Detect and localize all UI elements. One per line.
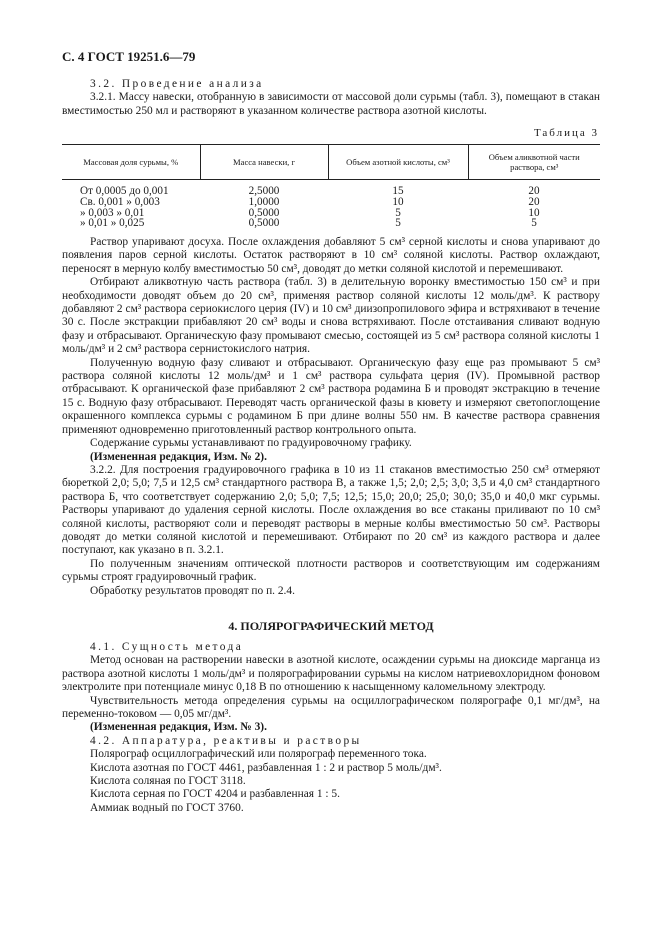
page-header: С. 4 ГОСТ 19251.6—79 bbox=[62, 49, 196, 64]
paragraph-3-2-2: 3.2.2. Для построения градуировочного графика в 10 из 11 стаканов вместимостью 250 см³ отмеряют бюреткой 2,0; 5,0; 7,5 и 12,5 см³ стандартного раствора В, а также 1,5; 2,0; 2,5; 3,0; 3,5 и 4,0 см³ стандартного раствора Б, что соответствует содержанию 2,0; 5,0; 7,5; 12,5; 15,0; 20,0; 25,0; 30,0; 35,0 и 40,0 мкг сурьмы. Растворы упаривают до удаления серной кислоты. После охлаждения во все стаканы приливают по 10 см³ соляной кислоты, растворяют соли и переводят растворы в мерные колбы вместимостью 50 см³. Растворы доводят до метки соляной кислотой и перемешивают. Отбирают по 20 см³ из каждого раствора и далее поступают, как указано в п. 3.2.1. bbox=[62, 463, 600, 557]
table-cell: 2,5000 bbox=[248, 185, 280, 197]
table-cell: 0,5000 bbox=[248, 217, 280, 230]
table-row bbox=[62, 197, 600, 208]
table-cell: » 0,003 » 0,01 bbox=[80, 206, 145, 219]
table-cell: 5 bbox=[395, 206, 401, 219]
paragraph-evaporation: Раствор упаривают досуха. После охлаждения добавляют 5 см³ серной кислоты и снова упаривают до появления паров серной кислоты. Остаток растворяют в 10 см³ соляной кислоты. Раствор охлаждают, переносят в мерную колбу вместимостью 50 см³, доводят до метки соляной кислотой и перемешивают. bbox=[62, 236, 600, 275]
amendment-note: (Измененная редакция, Изм. № 2). bbox=[90, 450, 267, 463]
table-cell: 15 bbox=[392, 185, 404, 197]
table-caption: Таблица 3 bbox=[533, 127, 599, 139]
paragraph-graph: По полученным значениям оптической плотности растворов и соответствующим им содержаниям сурьмы строят градуировочный график. bbox=[62, 557, 600, 584]
table-header-cell: Масса навески, г bbox=[200, 145, 328, 180]
paragraph-3-2-1: 3.2.1. Массу навески, отобранную в зависимости от массовой доли сурьмы (табл. 3), помещают в стакан вместимостью 250 мл и растворяют в указанном количестве раствора азотной кислоты. bbox=[62, 91, 600, 117]
section-4-1-title: 4.1. Сущность метода bbox=[90, 641, 244, 653]
paragraph-calibration-note: Содержание сурьмы устанавливают по градуировочному графику. bbox=[90, 437, 412, 450]
section-4-2-title: 4.2. Аппаратура, реактивы и растворы bbox=[90, 734, 362, 747]
paragraph-extraction: Отбирают аликвотную часть раствора (табл. 3) в делительную воронку вместимостью 150 см³ и при необходимости доводят объем до 20 см³, применяя раствор соляной кислоты 12 моль/дм³. К раствору добавляют 2 см³ раствора сериокислого церия (IV) и 10 см³ диизопропилового эфира и встряхивают в течение 30 с. После экстракции прибавляют 20 см³ воды и снова встряхивают. После отстаивания сливают водную фазу и отбрасывают. Органическую фазу промывают смесью, состоящей из 5 см³ раствора соляной кислоты 1 моль/дм³ и 2 см³ раствора сернистокислого натрия. bbox=[62, 276, 600, 356]
table-header-cell: Объем азотной кислоты, см³ bbox=[328, 145, 468, 180]
table-row bbox=[62, 180, 600, 197]
table-row bbox=[62, 218, 600, 229]
paragraph-washing: Полученную водную фазу сливают и отбрасывают. Органическую фазу еще раз промывают 5 см³ раствора соляной кислоты 12 моль/дм³ и 1 см³ раствора сульфата церия (IV). Промывной раствор отбрасывают. К органической фазе прибавляют 2 см³ раствора родамина Б и проводят экстракцию в течение 15 с. Водную фазу отбрасывают. Переводят часть органической фазы в кювету и измеряют светопоглощение окрашенного комплекса сурьмы с родамином Б при длине волны 550 нм. В качестве раствора сравнения применяют одновременно приготовленный раствор контрольного опыта. bbox=[62, 356, 600, 436]
section-3-2 bbox=[62, 78, 600, 118]
procedure-text bbox=[62, 236, 600, 598]
table-cell: 20 bbox=[528, 185, 540, 197]
section-3-2-title: 3.2. Проведение анализа bbox=[90, 78, 264, 90]
table-cell: От 0,0005 до 0,001 bbox=[80, 185, 169, 197]
table-cell: Св. 0,001 » 0,003 bbox=[80, 195, 160, 208]
table-header-row bbox=[62, 145, 600, 180]
paragraph-results: Обработку результатов проводят по п. 2.4. bbox=[90, 584, 295, 597]
section-4-heading: 4. ПОЛЯРОГРАФИЧЕСКИЙ МЕТОД bbox=[228, 619, 434, 633]
table-cell: 5 bbox=[395, 217, 401, 230]
table-cell: 1,0000 bbox=[248, 195, 280, 208]
list-item: Аммиак водный по ГОСТ 3760. bbox=[90, 801, 244, 814]
paragraph-sensitivity: Чувствительность метода определения сурьмы на осциллографическом полярографе 0,1 мг/дм³, на переменно-токовом — 0,05 мг/дм³. bbox=[62, 694, 600, 721]
table-cell: 10 bbox=[392, 195, 404, 208]
table-cell: » 0,01 » 0,025 bbox=[80, 217, 145, 230]
list-item: Кислота серная по ГОСТ 4204 и разбавленная 1 : 5. bbox=[90, 788, 340, 801]
table-cell: 10 bbox=[528, 206, 540, 219]
list-item: Полярограф осциллографический или полярограф переменного тока. bbox=[90, 748, 427, 761]
table-cell: 20 bbox=[528, 195, 540, 208]
amendment-note: (Измененная редакция, Изм. № 3). bbox=[90, 721, 267, 734]
table-cell: 5 bbox=[531, 217, 537, 230]
list-item: Кислота азотная по ГОСТ 4461, разбавленная 1 : 2 и раствор 5 моль/дм³. bbox=[90, 761, 442, 774]
table-cell: 0,5000 bbox=[248, 206, 280, 219]
section-4 bbox=[62, 641, 600, 815]
table-header-cell: Массовая доля сурьмы, % bbox=[62, 145, 200, 180]
paragraph-method-principle: Метод основан на растворении навески в азотной кислоте, осаждении сурьмы на диоксиде марганца из раствора азотной кислоты 1 моль/дм³ и полярографировании сурьмы на кислом натриевохлоридном фоновом электролите при потенциале минус 0,18 В по отношению к насыщенному каломельному электроду. bbox=[62, 654, 600, 694]
table-3 bbox=[62, 144, 600, 229]
table-header-cell: Объем аликвотной части раствора, см³ bbox=[468, 145, 600, 180]
list-item: Кислота соляная по ГОСТ 3118. bbox=[90, 775, 246, 788]
